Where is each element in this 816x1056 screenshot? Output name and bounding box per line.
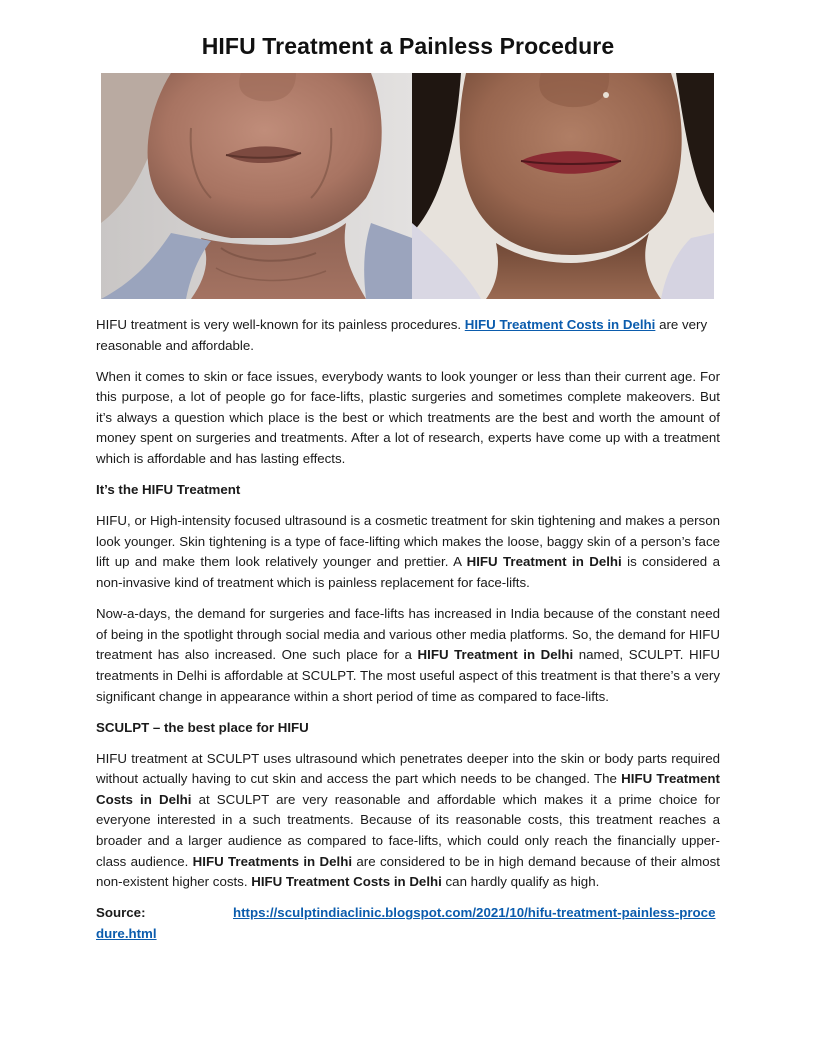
page-title: HIFU Treatment a Painless Procedure <box>201 33 615 59</box>
para4-text-2: named, SCULPT. HIFU treatments in Delhi is affordable at SCULPT. The most useful aspect of this treatment is that there’s a very significant change in appearance within a short period of time as compared to face-lifts. <box>96 647 720 704</box>
paragraph-hifu-definition <box>96 511 720 593</box>
after-photo <box>412 73 714 299</box>
para5-text-4: can hardly qualify as high. <box>441 874 600 890</box>
source-line <box>96 903 720 944</box>
para5-text-2: at SCULPT are very reasonable and affordable which makes it a prime choice for everyone interested in a such treatments. Because of its reasonable costs, this treatment reaches a broader and a larger audience as compared to face-lifts, which could only reach the financially upper-class audience. <box>96 791 720 869</box>
para5-bold-2: HIFU Treatments in Delhi <box>192 853 353 869</box>
article-body <box>96 315 720 955</box>
paragraph-face-issues: When it comes to skin or face issues, everybody wants to look younger or less than their current age. For this purpose, a lot of people go for face-lifts, plastic surgeries and sometimes complete makeovers. But it’s always a question which place is the best or which treatments are the best and worth the amount of money spent on surgeries and treatments. After a lot of research, experts have come up with a treatment which is affordable and has lasting effects. <box>96 368 720 467</box>
para4-bold-1: HIFU Treatment in Delhi <box>417 647 574 663</box>
para5-bold-1: HIFU Treatment Costs in Delhi <box>96 771 720 807</box>
before-photo <box>101 73 412 299</box>
source-label: Source: <box>96 905 146 921</box>
para3-text-1: HIFU, or High-intensity focused ultrasound is a cosmetic treatment for skin tightening and makes a person look younger. Skin tightening is a type of face-lifting which makes the loose, baggy skin of a person’s face lift up and make them look relatively younger and prettier. A <box>96 513 720 570</box>
paragraph-sculpt <box>96 749 720 893</box>
source-link[interactable]: https://sculptindiaclinic.blogspot.com/2021/10/hifu-treatment-painless-procedure.html <box>96 905 716 941</box>
para3-bold-1: HIFU Treatment in Delhi <box>466 554 622 570</box>
para4-text-1: Now-a-days, the demand for surgeries and face-lifts has increased in India because of the constant need of being in the spotlight through social media and various other media platforms. So, the demand for HIFU treatment has also increased. One such place for a <box>96 606 720 663</box>
para5-text-3: are considered to be in high demand because of their almost non-existent higher costs. <box>96 853 720 890</box>
para5-text-1: HIFU treatment at SCULPT uses ultrasound which penetrates deeper into the skin or body parts required without actually having to cut skin and access the part which needs to be changed. The <box>96 750 720 787</box>
intro-paragraph <box>96 315 720 356</box>
heading-sculpt <box>96 718 720 739</box>
paragraph-demand <box>96 604 720 707</box>
para5-bold-3: HIFU Treatment Costs in Delhi <box>251 874 442 890</box>
hifu-costs-link[interactable]: HIFU Treatment Costs in Delhi <box>464 317 656 332</box>
heading-hifu-treatment-text: It’s the HIFU Treatment <box>96 482 241 498</box>
heading-sculpt-text: SCULPT – the best place for HIFU <box>96 719 309 735</box>
intro-text-end: are very reasonable and affordable. <box>96 317 708 353</box>
before-after-photo <box>101 73 714 299</box>
para3-text-2: is considered a non-invasive kind of treatment which is painless replacement for face-lifts. <box>96 554 720 591</box>
heading-hifu-treatment <box>96 480 720 501</box>
intro-text: HIFU treatment is very well-known for its painless procedures. <box>96 317 465 332</box>
